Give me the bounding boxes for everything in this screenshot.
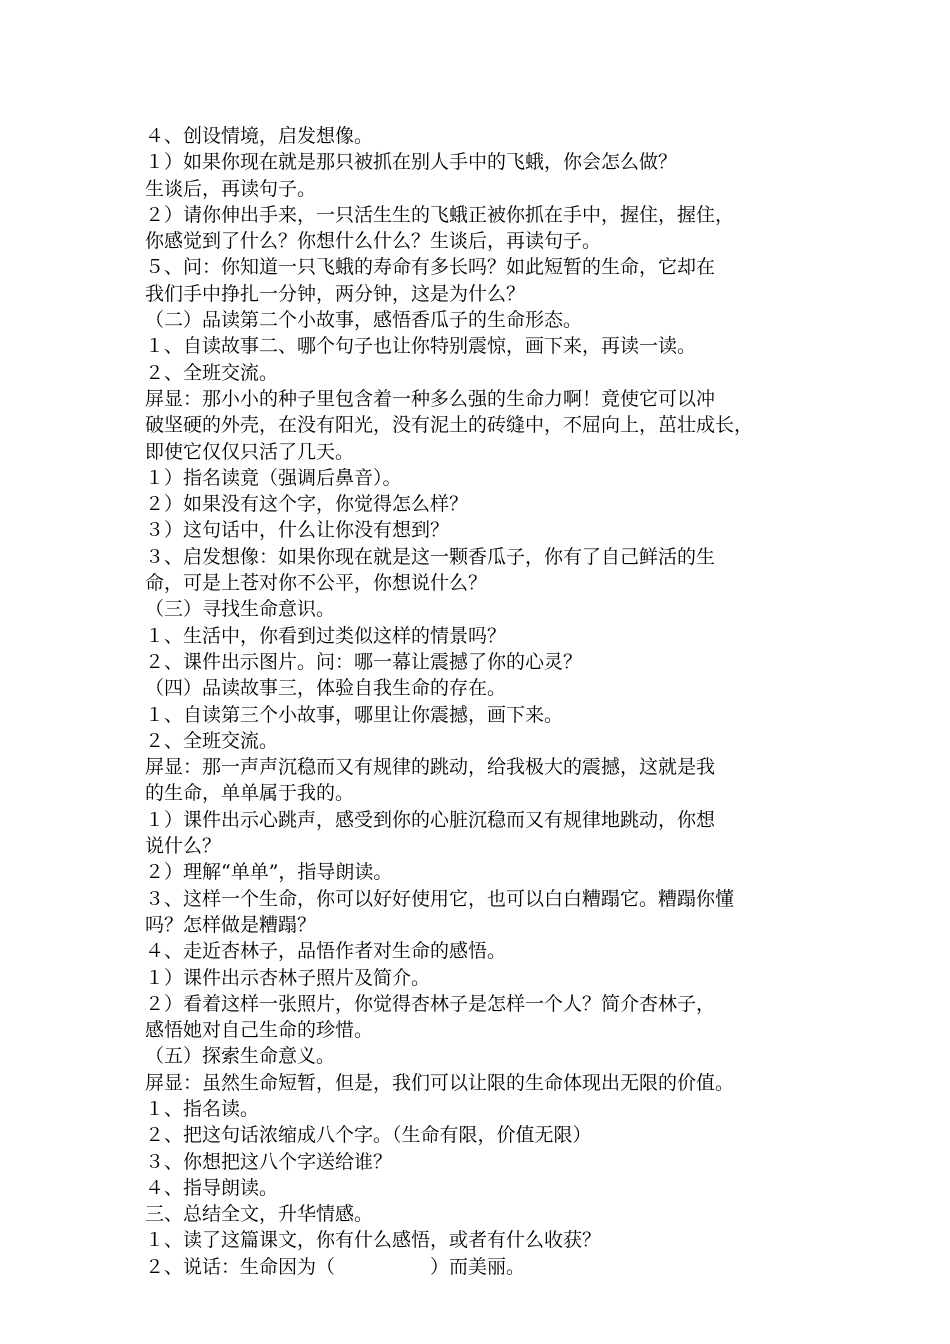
text-line: 吗？怎样做是糟蹋？ bbox=[145, 913, 317, 936]
text-line: １）如果你现在就是那只被抓在别人手中的飞蛾，你会怎么做？ bbox=[145, 151, 678, 174]
text-line: 我们手中挣扎一分钟，两分钟，这是为什么？ bbox=[145, 282, 526, 305]
text-line: 屏显：那小小的种子里包含着一种多么强的生命力啊！竟使它可以冲 bbox=[145, 387, 716, 410]
text-line: １、自读故事二、哪个句子也让你特别震惊，画下来，再读一读。 bbox=[145, 335, 697, 358]
text-line: ４、走近杏林子，品悟作者对生命的感悟。 bbox=[145, 940, 507, 963]
text-line: １）课件出示心跳声，感受到你的心脏沉稳而又有规律地跳动，你想 bbox=[145, 808, 716, 831]
text-line: 即使它仅仅只活了几天。 bbox=[145, 440, 355, 463]
text-line: ２）理解“单单”，指导朗读。 bbox=[145, 861, 393, 884]
text-line: １、指名读。 bbox=[145, 1097, 260, 1120]
text-line: ２）请你伸出手来，一只活生生的飞蛾正被你抓在手中，握住，握住， bbox=[145, 203, 735, 226]
text-line: ２）看着这样一张照片，你觉得杏林子是怎样一个人？简介杏林子， bbox=[145, 992, 716, 1015]
section-heading: （三）寻找生命意识。 bbox=[145, 598, 336, 621]
text-line: 说什么？ bbox=[145, 835, 222, 858]
text-line: 屏显：那一声声沉稳而又有规律的跳动，给我极大的震撼，这就是我 bbox=[145, 756, 716, 779]
text-line: ３、你想把这八个字送给谁？ bbox=[145, 1150, 393, 1173]
text-line: ４、指导朗读。 bbox=[145, 1176, 279, 1199]
text-line: 破坚硬的外壳，在没有阳光，没有泥土的砖缝中，不屈向上，茁壮成长， bbox=[145, 414, 754, 437]
text-line: １、自读第三个小故事，哪里让你震撼，画下来。 bbox=[145, 703, 564, 726]
text-line: ４、创设情境，启发想像。 bbox=[145, 125, 374, 147]
document-body bbox=[145, 123, 821, 1280]
text-line: １、读了这篇课文，你有什么感悟，或者有什么收获？ bbox=[145, 1229, 602, 1252]
text-line: 屏显：虽然生命短暂，但是，我们可以让限的生命体现出无限的价值。 bbox=[145, 1071, 735, 1094]
text-line: ２）如果没有这个字，你觉得怎么样？ bbox=[145, 493, 469, 516]
section-heading: （五）探索生命意义。 bbox=[145, 1045, 336, 1068]
text-line: ２、课件出示图片。问：哪一幕让震撼了你的心灵？ bbox=[145, 650, 583, 673]
text-line: ３）这句话中，什么让你没有想到？ bbox=[145, 519, 450, 542]
text-line: 感悟她对自己生命的珍惜。 bbox=[145, 1019, 374, 1042]
text-line: 生谈后，再读句子。 bbox=[145, 177, 317, 200]
text-line: １）指名读竟（强调后鼻音）。 bbox=[145, 466, 402, 489]
text-line: 你感觉到了什么？你想什么什么？生谈后，再读句子。 bbox=[145, 230, 602, 253]
section-heading: （二）品读第二个小故事，感悟香瓜子的生命形态。 bbox=[145, 309, 583, 332]
text-line: ２、说话：生命因为（ ）而美丽。 bbox=[145, 1255, 526, 1278]
text-line: ２、全班交流。 bbox=[145, 729, 279, 752]
text-line: １）课件出示杏林子照片及简介。 bbox=[145, 966, 431, 989]
text-line: ５、问：你知道一只飞蛾的寿命有多长吗？如此短暂的生命，它却在 bbox=[145, 256, 716, 279]
section-heading: 三、总结全文，升华情感。 bbox=[145, 1203, 374, 1226]
text-line: ２、把这句话浓缩成八个字。（生命有限，价值无限） bbox=[145, 1124, 592, 1147]
text-line: ３、启发想像：如果你现在就是这一颗香瓜子，你有了自己鲜活的生 bbox=[145, 545, 716, 568]
section-heading: （四）品读故事三，体验自我生命的存在。 bbox=[145, 677, 507, 700]
text-line: 命，可是上苍对你不公平，你想说什么？ bbox=[145, 572, 488, 595]
text-line: １、生活中，你看到过类似这样的情景吗？ bbox=[145, 624, 507, 647]
text-line: ２、全班交流。 bbox=[145, 361, 279, 384]
text-line: 的生命，单单属于我的。 bbox=[145, 782, 355, 805]
text-line: ３、这样一个生命，你可以好好使用它，也可以白白糟蹋它。糟蹋你懂 bbox=[145, 887, 735, 910]
